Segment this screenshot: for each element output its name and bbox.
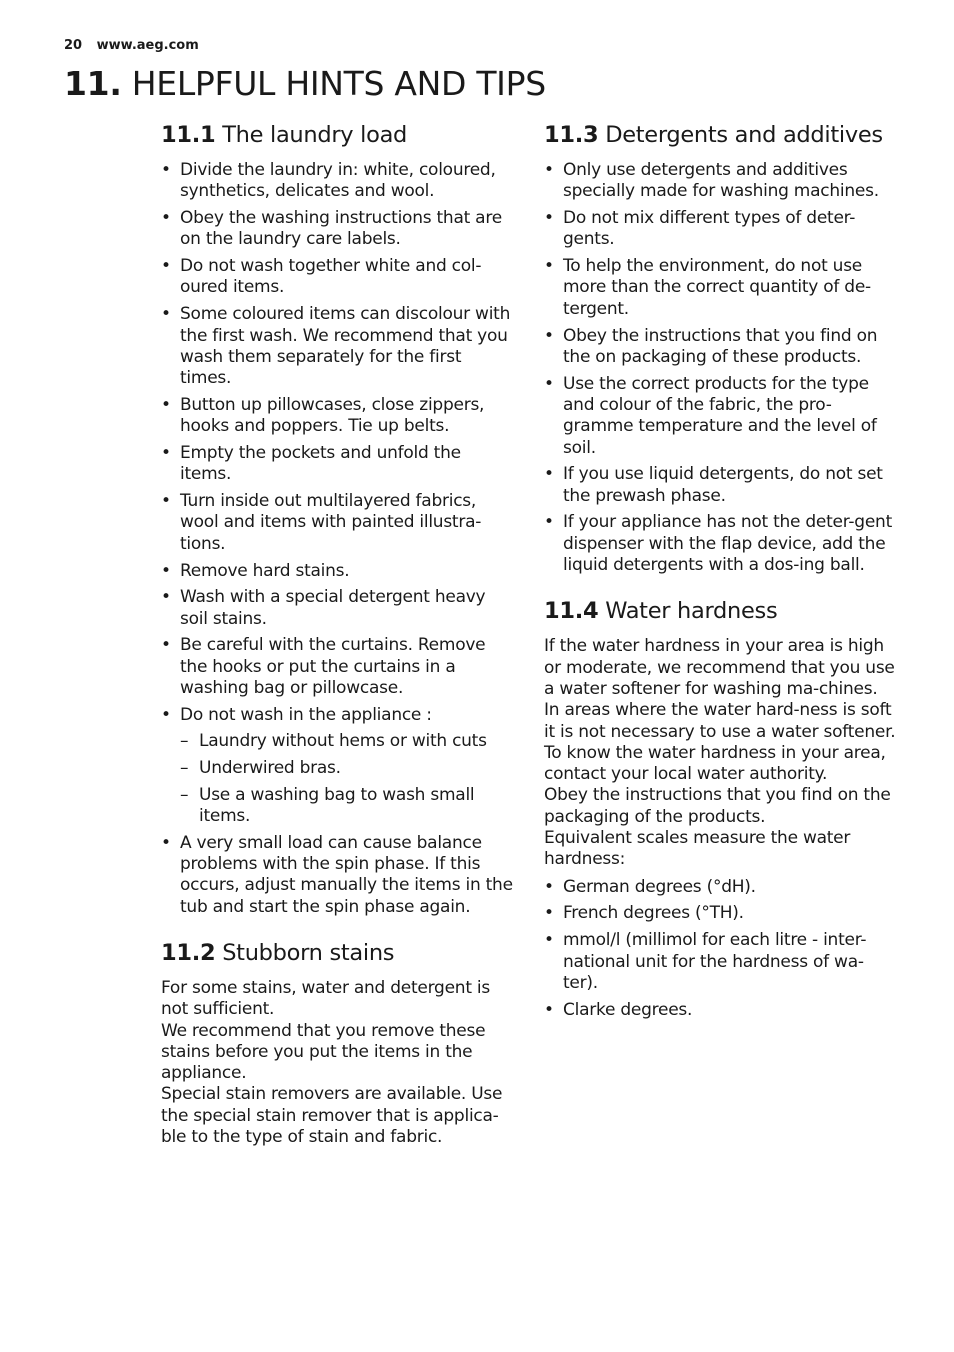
chapter-title-text: HELPFUL HINTS AND TIPS <box>131 64 546 103</box>
section-title-text: The laundry load <box>222 122 408 148</box>
chapter-title <box>64 64 546 103</box>
section-number: 11.1 <box>161 122 216 148</box>
sub-list-item: – Laundry without hems or with cuts <box>180 731 513 752</box>
paragraph: Equivalent scales measure the water hardness: <box>544 828 851 870</box>
section-number: 11.3 <box>544 122 599 148</box>
paragraph: We recommend that you remove these stains before you put the items in the appliance. <box>161 1020 486 1084</box>
list-item: • Obey the washing instructions that are on the laundry care labels. <box>161 208 513 251</box>
section-detergents <box>544 122 896 576</box>
list-item: • Do not mix different types of deter-gents. <box>544 208 896 251</box>
sub-list-item: – Underwired bras. <box>180 758 513 779</box>
paragraph: For some stains, water and detergent is not sufficient. <box>161 978 490 1020</box>
list-item: • Obey the instructions that you find on the on packaging of these products. <box>544 326 896 369</box>
list-item: • If you use liquid detergents, do not set the prewash phase. <box>544 464 896 507</box>
left-column <box>161 122 513 1170</box>
list-item-with-sublist <box>161 705 513 827</box>
list-item: • Some coloured items can discolour with the first wash. We recommend that you wash them separately for the first times. <box>161 304 513 389</box>
list-item: • Do not wash together white and col-oured items. <box>161 256 513 299</box>
paragraph: Special stain removers are available. Use the special stain remover that is applica-ble to the type of stain and fabric. <box>161 1084 503 1148</box>
laundry-load-list <box>161 160 513 918</box>
list-item: • Use the correct products for the type and colour of the fabric, the pro-gramme temperature and the level of soil. <box>544 374 896 459</box>
list-item: • French degrees (°TH). <box>544 903 896 924</box>
list-item: • Be careful with the curtains. Remove the hooks or put the curtains in a washing bag or pillowcase. <box>161 635 513 699</box>
list-item: • If your appliance has not the deter-gent dispenser with the flap device, add the liquid detergents with a dos-ing ball. <box>544 512 896 576</box>
list-item: • Only use detergents and additives specially made for washing machines. <box>544 160 896 203</box>
section-stubborn-stains <box>161 940 513 1148</box>
section-title-text: Stubborn stains <box>222 940 395 966</box>
list-item: • Wash with a special detergent heavy soil stains. <box>161 587 513 630</box>
section-water-hardness <box>544 598 896 1021</box>
section-title-text: Detergents and additives <box>605 122 883 148</box>
section-title <box>544 598 896 624</box>
sub-list-item: – Use a washing bag to wash small items. <box>180 785 513 828</box>
list-item: • Empty the pockets and unfold the items. <box>161 443 513 486</box>
list-item: • A very small load can cause balance problems with the spin phase. If this occurs, adjust manually the items in the tub and start the spin phase again. <box>161 833 513 918</box>
section-number: 11.4 <box>544 598 599 625</box>
list-item-text: Do not wash in the appliance : <box>180 704 432 725</box>
detergents-list <box>544 160 896 576</box>
section-title <box>544 122 896 148</box>
list-item: • Remove hard stains. <box>161 561 513 582</box>
page-header <box>64 38 199 53</box>
list-item: • mmol/l (millimol for each litre - inter-national unit for the hardness of wa-ter). <box>544 930 896 994</box>
list-item: • To help the environment, do not use more than the correct quantity of de-tergent. <box>544 256 896 320</box>
section-laundry-load <box>161 122 513 918</box>
website-link[interactable]: www.aeg.com <box>96 38 199 53</box>
list-item: • Button up pillowcases, close zippers, hooks and poppers. Tie up belts. <box>161 395 513 438</box>
list-item: • Divide the laundry in: white, coloured, synthetics, delicates and wool. <box>161 160 513 203</box>
section-number: 11.2 <box>161 940 216 966</box>
sub-list <box>180 731 513 827</box>
chapter-number: 11. <box>64 64 122 103</box>
list-item: • Clarke degrees. <box>544 1000 896 1021</box>
hardness-scales-list <box>544 877 896 1021</box>
paragraph: Obey the instructions that you find on the packaging of the products. <box>544 785 891 827</box>
paragraph: If the water hardness in your area is high or moderate, we recommend that you use a water softener for washing ma-chines. In areas where the water hard-ness is soft it is not necessary to use a water softener. <box>544 636 896 742</box>
right-column <box>544 122 896 1043</box>
section-title <box>161 122 513 148</box>
section-title <box>161 940 513 966</box>
section-title-text: Water hardness <box>605 598 778 625</box>
list-item: • German degrees (°dH). <box>544 877 896 898</box>
list-item: • Turn inside out multilayered fabrics, wool and items with painted illustra-tions. <box>161 491 513 555</box>
page-number: 20 <box>64 38 83 53</box>
paragraph: To know the water hardness in your area, contact your local water authority. <box>544 742 886 785</box>
